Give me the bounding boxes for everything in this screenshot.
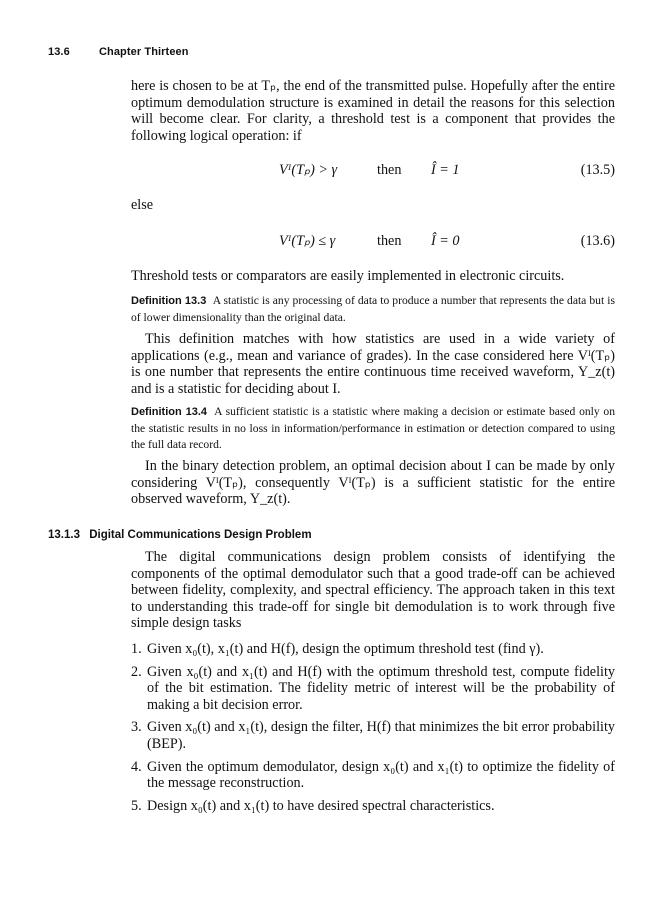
list-item-text: Given x₀(t), x₁(t) and H(f), design the optimum threshold test (find γ). <box>147 641 544 657</box>
list-item-text: Given x₀(t) and x₁(t), design the filter, H(f) that minimizes the bit error probability (BEP). <box>147 719 615 752</box>
list-item <box>131 664 615 714</box>
page-number: 13.6 <box>48 46 70 58</box>
running-header <box>48 46 189 58</box>
chapter-title: Chapter Thirteen <box>98 46 189 58</box>
list-marker: 1. <box>131 641 142 657</box>
equation-13-5 <box>131 162 615 180</box>
definition-text: A sufficient statistic is a statistic where making a decision or estimate based only on the statistic results in no loss in information/performance in estimation or detection compared to using the full data record. <box>131 405 615 451</box>
list-item-text: Given the optimum demodulator, design x₀(t) and x₁(t) to optimize the fidelity of the message reconstruction. <box>147 758 615 792</box>
equation-lhs: Vᴵ(Tₚ) ≤ γ <box>279 233 336 249</box>
list-marker: 2. <box>131 663 142 680</box>
equation-rhs: Î = 0 <box>431 233 460 249</box>
list-item <box>131 759 615 792</box>
definition-label: Definition 13.3 <box>131 295 207 307</box>
list-marker: 3. <box>131 719 142 736</box>
definition-13-4 <box>131 404 615 452</box>
equation-number: (13.5) <box>580 162 615 178</box>
definition-label: Definition 13.4 <box>131 406 208 418</box>
definition-13-3 <box>131 293 615 326</box>
section-number: 13.1.3 <box>48 529 80 541</box>
paragraph-statistics: This definition matches with how statistics are used in a wide variety of applications (e.g., mean and variance of grades). In the case considered here Vᴵ(Tₚ) is one number that represents the entire continuous time received waveform, Y_z(t) and is a statistic for deciding about I. <box>131 331 615 397</box>
equation-rhs: Î = 1 <box>431 162 460 178</box>
design-task-list <box>131 641 615 820</box>
equation-then: then <box>377 162 402 178</box>
definition-text: A statistic is any processing of data to produce a number that represents the data but is of lower dimensionality than the original data. <box>131 294 615 324</box>
list-item <box>131 641 615 658</box>
list-item-text: Given x₀(t) and x₁(t) and H(f) with the optimum threshold test, compute fidelity of the bit estimation. The fidelity metric of interest will be the probability of making a bit decision error. <box>147 663 615 713</box>
paragraph-sufficient-statistic: In the binary detection problem, an optimal decision about I can be made by only considering Vᴵ(Tₚ), consequently Vᴵ(Tₚ) is a sufficient statistic for the entire observed waveform, Y_z(t). <box>131 458 615 508</box>
list-item <box>131 719 615 752</box>
equation-then: then <box>377 233 402 249</box>
paragraph-comparators: Threshold tests or comparators are easily implemented in electronic circuits. <box>131 268 565 284</box>
list-item-text: Design x₀(t) and x₁(t) to have desired spectral characteristics. <box>147 797 495 814</box>
else-text: else <box>131 197 154 213</box>
equation-13-6 <box>131 233 615 251</box>
list-item <box>131 798 615 815</box>
section-heading <box>48 529 312 541</box>
paragraph-threshold-intro: here is chosen to be at Tₚ, the end of the transmitted pulse. Hopefully after the entire optimum demodulation structure is examined in detail the reasons for this selection will become clear. For clarity, a threshold test is a component that provides the following logical operation: if <box>131 78 615 144</box>
list-marker: 4. <box>131 758 142 775</box>
equation-number: (13.6) <box>580 233 615 249</box>
paragraph-design-problem: The digital communications design problem consists of identifying the components of the optimal demodulator such that a good trade-off can be achieved between fidelity, complexity, and spectral efficiency. The approach taken in this text to understanding this trade-off for single bit demodulation is to work through five simple design tasks <box>131 549 615 632</box>
section-title: Digital Communications Design Problem <box>89 529 312 541</box>
list-marker: 5. <box>131 797 142 814</box>
equation-lhs: Vᴵ(Tₚ) > γ <box>279 162 338 178</box>
